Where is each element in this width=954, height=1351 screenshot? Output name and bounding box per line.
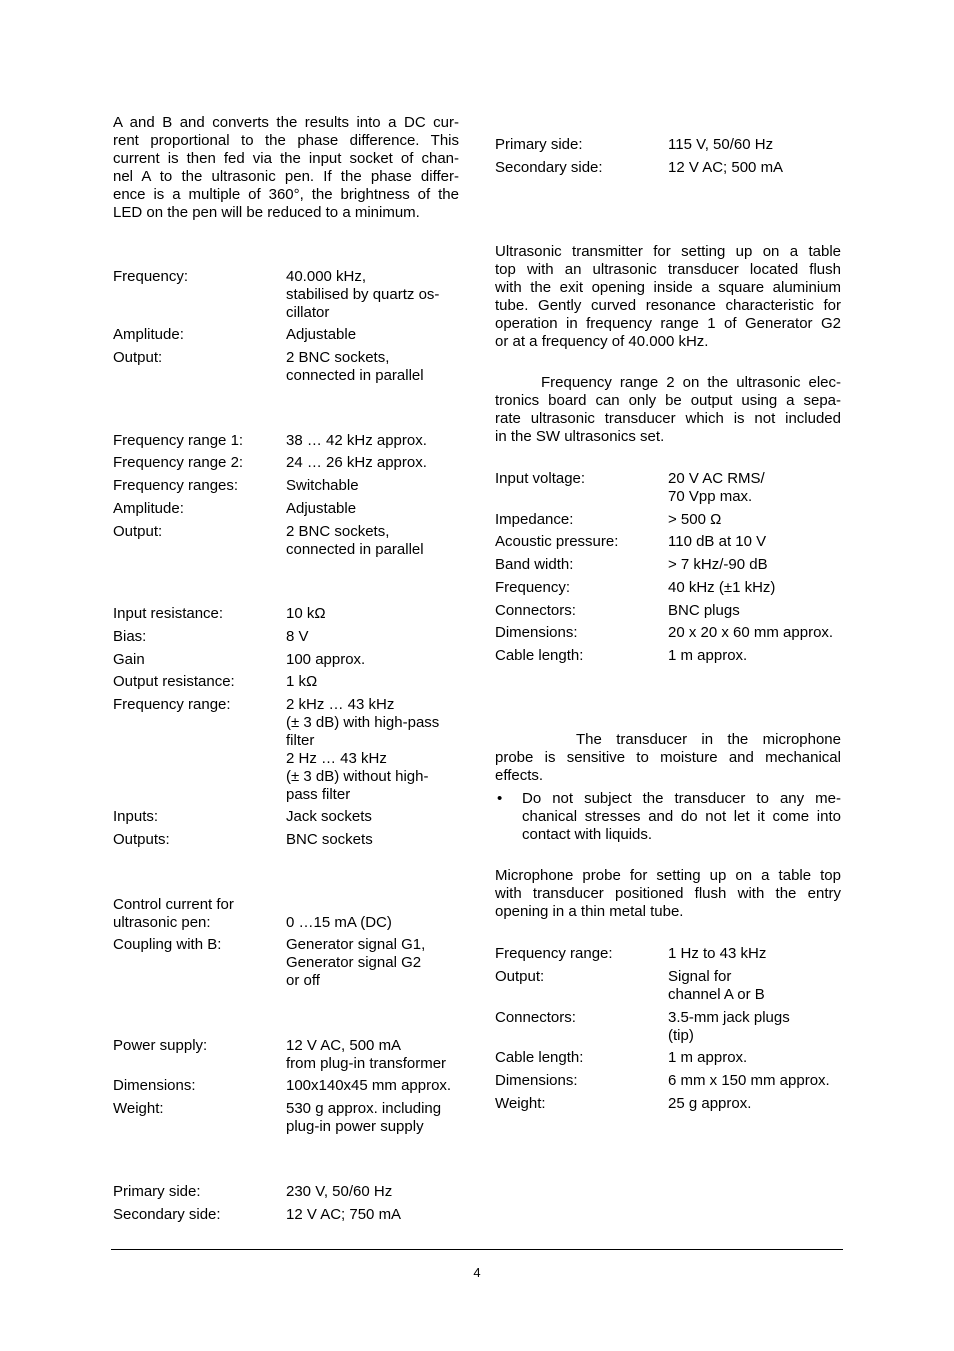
intro-paragraph [113, 114, 459, 222]
transmitter-note [495, 374, 841, 446]
spec-label: Primary side: [113, 1183, 201, 1200]
spec-value-line: Jack sockets [286, 808, 372, 825]
spec-value-line: 12 V AC, 500 mA [286, 1037, 402, 1054]
spec-value [286, 896, 392, 932]
spec-value-line: 20 x 20 x 60 mm approx. [668, 624, 834, 641]
spec-label: Input voltage: [495, 470, 586, 487]
footer-rule [111, 1249, 843, 1250]
spec-value [286, 523, 424, 559]
text-line: The transducer in the microphone [576, 731, 841, 748]
text-line: effects. [495, 767, 544, 784]
spec-value [286, 831, 373, 849]
bullet-marker: • [497, 790, 503, 807]
spec-label: Dimensions: [495, 624, 578, 641]
spec-label: Cable length: [495, 647, 584, 664]
spec-value-line: 3.5-mm jack plugs [668, 1009, 790, 1026]
spec-value-line: connected in parallel [286, 541, 424, 558]
spec-label: Amplitude: [113, 500, 184, 517]
spec-label: Secondary side: [113, 1206, 221, 1223]
spec-value-line: BNC sockets [286, 831, 373, 848]
spec-label: Secondary side: [495, 159, 603, 176]
spec-label: Frequency ranges: [113, 477, 239, 494]
spec-value-line: 2 Hz … 43 kHz [286, 750, 387, 767]
spec-value-line: 1 m approx. [668, 647, 748, 664]
spec-label: Dimensions: [495, 1072, 578, 1089]
spec-value-line: Signal for [668, 968, 732, 985]
text-line: in the SW ultrasonics set. [495, 428, 665, 445]
text-line: opening in a thin metal tube. [495, 903, 684, 920]
spec-value-line: 1 kΩ [286, 673, 318, 690]
spec-value-line: or off [286, 972, 320, 989]
spec-value [286, 454, 427, 472]
spec-value-line: Switchable [286, 477, 359, 494]
text-line: operation in frequency range 1 of Generator G2 [495, 315, 841, 332]
spec-value-line: stabilised by quartz os- [286, 286, 440, 303]
transmitter-description [495, 243, 841, 351]
spec-label: Frequency: [495, 579, 571, 596]
spec-value-line: 1 Hz to 43 kHz [668, 945, 767, 962]
spec-value [668, 470, 765, 506]
spec-value [668, 159, 783, 177]
spec-label: Frequency range: [495, 945, 613, 962]
text-line: ence is a multiple of 360°, the brightness of the [113, 186, 459, 203]
spec-value-line: filter [286, 732, 315, 749]
spec-label: Bias: [113, 628, 147, 645]
spec-value-line: Adjustable [286, 500, 357, 517]
microphone-description [495, 867, 841, 921]
spec-value [286, 432, 427, 450]
text-line: or at a frequency of 40.000 kHz. [495, 333, 709, 350]
spec-label: Output: [113, 523, 163, 540]
spec-value [668, 1095, 751, 1113]
spec-value [286, 628, 309, 646]
text-line: probe is sensitive to moisture and mechanical [495, 749, 841, 766]
spec-value-line: 12 V AC; 750 mA [286, 1206, 402, 1223]
spec-value-line: BNC plugs [668, 602, 740, 619]
spec-value [668, 1009, 790, 1045]
spec-label: Outputs: [113, 831, 170, 848]
text-line: A and B and converts the results into a DC cur- [113, 114, 459, 131]
spec-value-line: 2 BNC sockets, [286, 349, 390, 366]
spec-value-line: pass filter [286, 786, 351, 803]
spec-value-line: plug-in power supply [286, 1118, 424, 1135]
spec-label: Connectors: [495, 602, 576, 619]
spec-value-line: > 7 kHz/-90 dB [668, 556, 768, 573]
spec-value-line: cillator [286, 304, 330, 321]
text-line: tube. Gently curved resonance characteristic for [495, 297, 841, 314]
spec-value-line: 115 V, 50/60 Hz [668, 136, 774, 153]
spec-value-line: (tip) [668, 1027, 694, 1044]
spec-label: Gain [113, 651, 145, 668]
spec-value [668, 533, 766, 551]
spec-value-line: > 500 Ω [668, 511, 722, 528]
text-line: with the exit opening inside a square aluminium [495, 279, 841, 296]
spec-label: Input resistance: [113, 605, 224, 622]
spec-value-line: 100 approx. [286, 651, 366, 668]
spec-value-line: 20 V AC RMS/ [668, 470, 765, 487]
spec-value-line: 8 V [286, 628, 309, 645]
spec-value-line: 2 BNC sockets, [286, 523, 390, 540]
spec-value-line: (± 3 dB) with high-pass [286, 714, 440, 731]
spec-label: Output resistance: [113, 673, 235, 690]
spec-value-line: Generator signal G2 [286, 954, 422, 971]
spec-value [286, 673, 317, 691]
spec-value [668, 602, 740, 620]
spec-value-line: from plug-in transformer [286, 1055, 447, 1072]
spec-value [668, 624, 833, 642]
spec-value-line [286, 896, 392, 914]
spec-label: Impedance: [495, 511, 574, 528]
text-line: Ultrasonic transmitter for setting up on a table [495, 243, 841, 260]
spec-value-line: Adjustable [286, 326, 357, 343]
spec-value-line: 10 kΩ [286, 605, 326, 622]
page-number: 4 [473, 1265, 481, 1280]
spec-value-line: 6 mm x 150 mm approx. [668, 1072, 830, 1089]
spec-label: Frequency range 2: [113, 454, 244, 471]
text-line: contact with liquids. [522, 826, 653, 843]
spec-value-line: 12 V AC; 500 mA [668, 159, 784, 176]
spec-value [668, 579, 775, 597]
spec-label: Weight: [495, 1095, 546, 1112]
spec-value-line: 530 g approx. including [286, 1100, 442, 1117]
spec-label: Dimensions: [113, 1077, 196, 1094]
spec-value-line: 1 m approx. [668, 1049, 748, 1066]
text-line: Do not subject the transducer to any me- [522, 790, 841, 807]
text-line: rent proportional to the phase difference. This [113, 132, 459, 149]
spec-value-line: 2 kHz … 43 kHz [286, 696, 395, 713]
spec-value [286, 1183, 392, 1201]
spec-value [286, 477, 359, 495]
microphone-bullet-text [522, 790, 841, 844]
spec-value [668, 556, 768, 574]
spec-value [668, 1049, 747, 1067]
spec-value [668, 968, 765, 1004]
spec-label: Cable length: [495, 1049, 584, 1066]
text-line: Microphone probe for setting up on a table top [495, 867, 841, 884]
spec-value [286, 936, 425, 990]
text-line: chanical stresses and do not let it come into [522, 808, 841, 825]
spec-value-line: 100x140x45 mm approx. [286, 1077, 452, 1094]
spec-label: Band width: [495, 556, 574, 573]
spec-value [286, 500, 356, 518]
text-line: tronics board can only be output using a sepa- [495, 392, 841, 409]
spec-label: Control current for ultrasonic pen: [113, 896, 234, 931]
spec-value-line: (± 3 dB) without high- [286, 768, 429, 785]
spec-label: Output: [113, 349, 163, 366]
spec-value [286, 326, 356, 344]
spec-value [668, 1072, 830, 1090]
spec-label: Power supply: [113, 1037, 208, 1054]
spec-value-line: 70 Vpp max. [668, 488, 753, 505]
spec-label: Weight: [113, 1100, 164, 1117]
spec-label: Frequency range 1: [113, 432, 244, 449]
spec-value [286, 651, 365, 669]
spec-label: Inputs: [113, 808, 159, 825]
text-line: current is then fed via the input socket of chan- [113, 150, 459, 167]
spec-value-line: 38 … 42 kHz approx. [286, 432, 427, 449]
text-line: nel A to the ultrasonic pen. If the phase differ- [113, 168, 459, 185]
spec-label: Output: [495, 968, 545, 985]
spec-value [668, 647, 747, 665]
microphone-warning [495, 731, 841, 785]
spec-value [286, 268, 439, 322]
text-line: rate ultrasonic transducer which is not included [495, 410, 841, 427]
spec-value [286, 605, 326, 623]
spec-label: Frequency: [113, 268, 189, 285]
spec-label: Coupling with B: [113, 936, 222, 953]
spec-label: Primary side: [495, 136, 583, 153]
spec-value [286, 808, 372, 826]
spec-value-line: 40 kHz (±1 kHz) [668, 579, 776, 596]
spec-value-line: 110 dB at 10 V [668, 533, 767, 550]
text-line: with transducer positioned flush with the entry [495, 885, 841, 902]
spec-value [668, 945, 766, 963]
spec-label: Connectors: [495, 1009, 576, 1026]
spec-value-line: 40.000 kHz, [286, 268, 367, 285]
spec-value-line: 0 …15 mA (DC) [286, 914, 392, 931]
spec-label: Frequency range: [113, 696, 231, 713]
spec-value [286, 1037, 446, 1073]
spec-value [668, 511, 721, 529]
spec-value-line: Generator signal G1, [286, 936, 426, 953]
spec-value [286, 1100, 441, 1136]
spec-value [286, 696, 439, 804]
text-line: LED on the pen will be reduced to a minimum. [113, 204, 420, 221]
spec-label: Amplitude: [113, 326, 184, 343]
spec-label: Acoustic pressure: [495, 533, 619, 550]
text-line: Frequency range 2 on the ultrasonic elec- [541, 374, 841, 391]
spec-value-line: 24 … 26 kHz approx. [286, 454, 427, 471]
spec-value [286, 349, 424, 385]
text-line: top with an ultrasonic transducer located flush [495, 261, 841, 278]
spec-value-line: channel A or B [668, 986, 765, 1003]
spec-value-line: connected in parallel [286, 367, 424, 384]
spec-value-line: 25 g approx. [668, 1095, 752, 1112]
spec-value-line: 230 V, 50/60 Hz [286, 1183, 393, 1200]
spec-value [286, 1206, 401, 1224]
spec-value [286, 1077, 451, 1095]
spec-value [668, 136, 773, 154]
